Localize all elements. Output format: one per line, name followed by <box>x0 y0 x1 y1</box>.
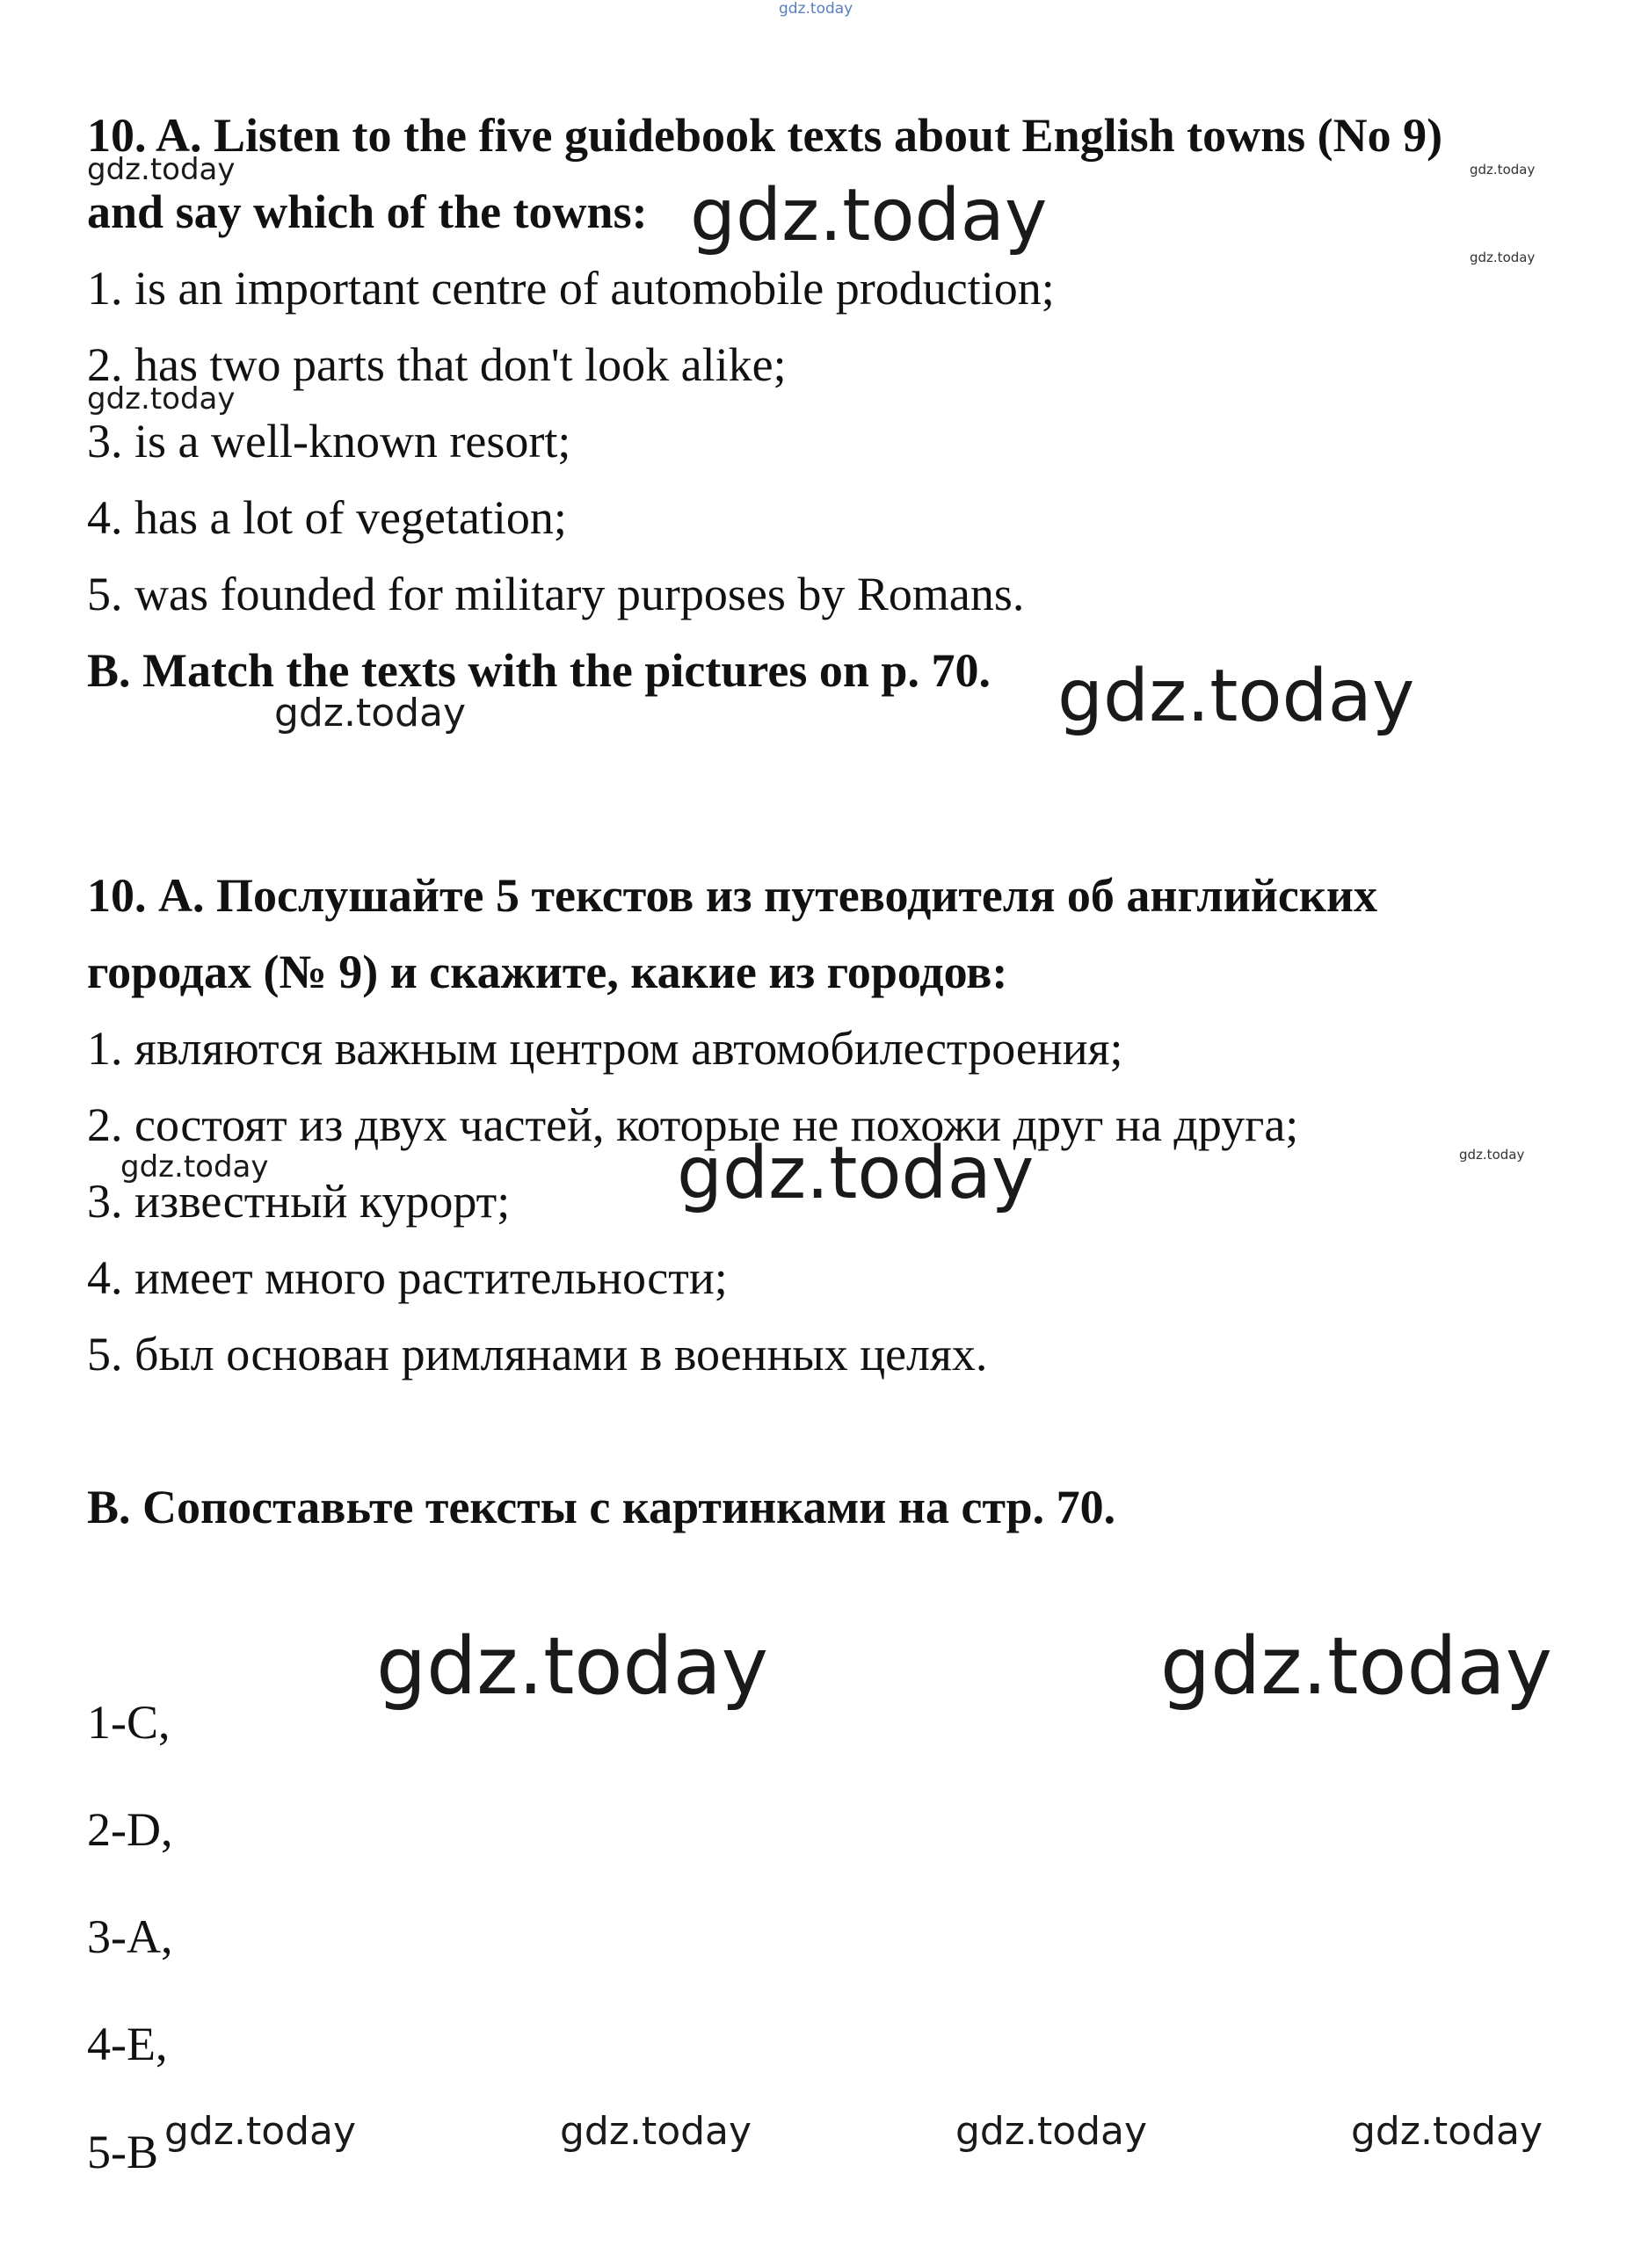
english-heading-line-2: and say which of the towns: <box>87 185 648 238</box>
watermark: gdz.today <box>1459 1147 1525 1163</box>
watermark: gdz.today <box>1160 1620 1553 1713</box>
english-item-2: 2. has two parts that don't look alike; <box>87 338 787 391</box>
russian-item-3: 3. известный курорт; <box>87 1175 511 1228</box>
watermark: gdz.today <box>1057 655 1415 738</box>
english-item-5: 5. was founded for military purposes by Romans. <box>87 568 1025 620</box>
english-item-3: 3. is a well-known resort; <box>87 415 571 467</box>
russian-item-1: 1. являются важным центром автомобилестроения; <box>87 1022 1123 1075</box>
watermark: gdz.today <box>955 2109 1148 2154</box>
russian-heading-line-1: 10. А. Послушайте 5 текстов из путеводителя об английских <box>87 869 1378 922</box>
english-item-4: 4. has a lot of vegetation; <box>87 491 567 544</box>
russian-heading-line-2: городах (№ 9) и скажите, какие из городов: <box>87 946 1008 998</box>
watermark: gdz.today <box>677 1132 1035 1215</box>
watermark: gdz.today <box>120 1149 269 1185</box>
watermark: gdz.today <box>87 381 236 417</box>
english-task-b: B. Match the texts with the pictures on p. 70. <box>87 644 991 697</box>
answer-1: 1-С, <box>87 1696 171 1749</box>
answer-2: 2-D, <box>87 1803 173 1856</box>
watermark: gdz.today <box>87 152 236 187</box>
english-heading-line-1: 10. A. Listen to the five guidebook texts about English towns (No 9) <box>87 109 1443 162</box>
russian-item-2: 2. состоят из двух частей, которые не похожи друг на друга; <box>87 1098 1299 1151</box>
english-item-1: 1. is an important centre of automobile production; <box>87 262 1055 315</box>
watermark: gdz.today <box>690 174 1048 257</box>
watermark: gdz.today <box>164 2109 357 2154</box>
watermark: gdz.today <box>1470 162 1536 178</box>
watermark: gdz.today <box>376 1620 769 1713</box>
watermark: gdz.today <box>560 2109 752 2154</box>
watermark: gdz.today <box>779 0 853 18</box>
russian-item-5: 5. был основан римлянами в военных целях. <box>87 1328 988 1380</box>
answer-4: 4-Е, <box>87 2018 168 2070</box>
russian-task-b: В. Сопоставьте тексты с картинками на стр. 70. <box>87 1481 1116 1533</box>
russian-item-4: 4. имеет много растительности; <box>87 1251 728 1304</box>
watermark: gdz.today <box>274 691 467 735</box>
watermark: gdz.today <box>1470 250 1536 265</box>
watermark: gdz.today <box>1351 2109 1543 2154</box>
answer-5: 5-В <box>87 2126 158 2178</box>
answer-3: 3-А, <box>87 1910 173 1963</box>
